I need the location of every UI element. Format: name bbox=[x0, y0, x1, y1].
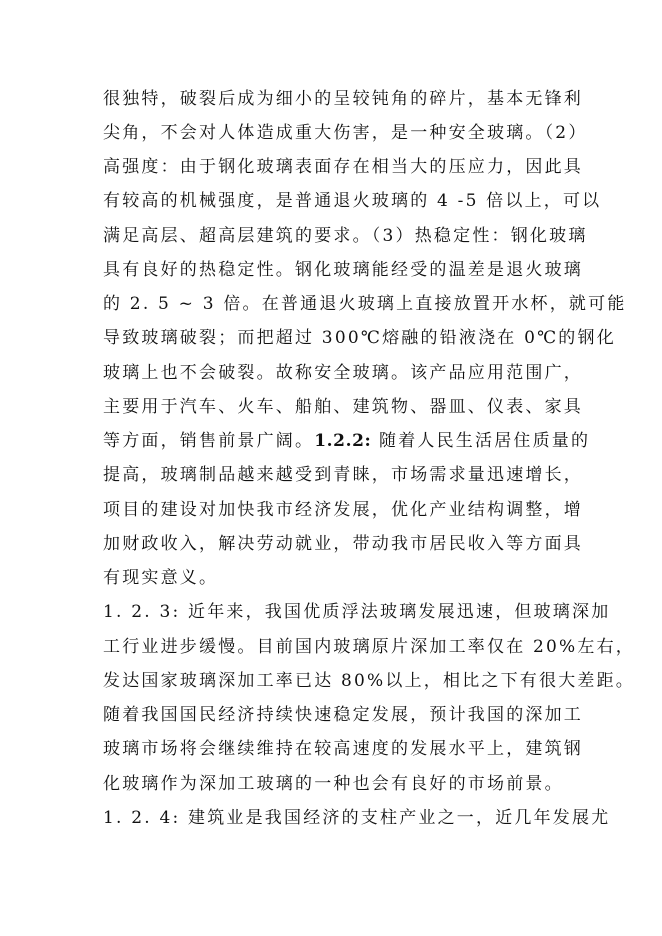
text-line: 有较高的机械强度，是普通退火玻璃的 4 -5 倍以上，可以 bbox=[103, 191, 602, 211]
text-line: 满足高层、超高层建筑的要求。（3）热稳定性：钢化玻璃 bbox=[103, 226, 588, 246]
text-segment: 等方面，销售前景广阔。 bbox=[103, 431, 315, 451]
text-line: 导致玻璃破裂；而把超过 300℃熔融的铅液浇在 0℃的钢化 bbox=[103, 328, 616, 348]
text-line: 提高，玻璃制品越来越受到青睐，市场需求量迅速增长， bbox=[103, 465, 583, 485]
text-line: 玻璃市场将会继续维持在较高速度的发展水平上，建筑钢 bbox=[103, 739, 583, 759]
text-line bbox=[103, 430, 590, 452]
section-number: 1.2.2: bbox=[314, 431, 372, 451]
section-heading-line: 1. 2. 4: 建筑业是我国经济的支柱产业之一，近几年发展尤 bbox=[103, 808, 611, 828]
text-segment: 随着人民生活居住质量的 bbox=[371, 431, 591, 451]
text-line: 玻璃上也不会破裂。故称安全玻璃。该产品应用范围广， bbox=[103, 363, 583, 383]
text-line: 的 2. 5 ~ 3 倍。在普通退火玻璃上直接放置开水杯，就可能 bbox=[103, 294, 627, 314]
text-line: 化玻璃作为深加工玻璃的一种也会有良好的市场前景。 bbox=[103, 774, 564, 794]
text-line: 主要用于汽车、火车、船舶、建筑物、器皿、仪表、家具 bbox=[103, 397, 583, 417]
text-line: 随着我国国民经济持续快速稳定发展，预计我国的深加工 bbox=[103, 705, 583, 725]
text-line: 具有良好的热稳定性。钢化玻璃能经受的温差是退火玻璃 bbox=[103, 260, 583, 280]
text-line: 尖角，不会对人体造成重大伤害，是一种安全玻璃。（2） bbox=[103, 123, 588, 143]
text-line: 有现实意义。 bbox=[103, 568, 219, 588]
text-line: 发达国家玻璃深加工率已达 80%以上，相比之下有很大差距。 bbox=[103, 671, 635, 691]
text-line: 工行业进步缓慢。目前国内玻璃原片深加工率仅在 20%左右， bbox=[103, 637, 635, 657]
text-line: 加财政收入，解决劳动就业，带动我市居民收入等方面具 bbox=[103, 534, 583, 554]
text-line: 高强度：由于钢化玻璃表面存在相当大的压应力，因此具 bbox=[103, 157, 583, 177]
text-line: 项目的建设对加快我市经济发展，优化产业结构调整，增 bbox=[103, 500, 583, 520]
text-line: 很独特，破裂后成为细小的呈较钝角的碎片，基本无锋利 bbox=[103, 89, 583, 109]
section-heading-line: 1. 2. 3: 近年来，我国优质浮法玻璃发展迅速，但玻璃深加 bbox=[103, 602, 611, 622]
